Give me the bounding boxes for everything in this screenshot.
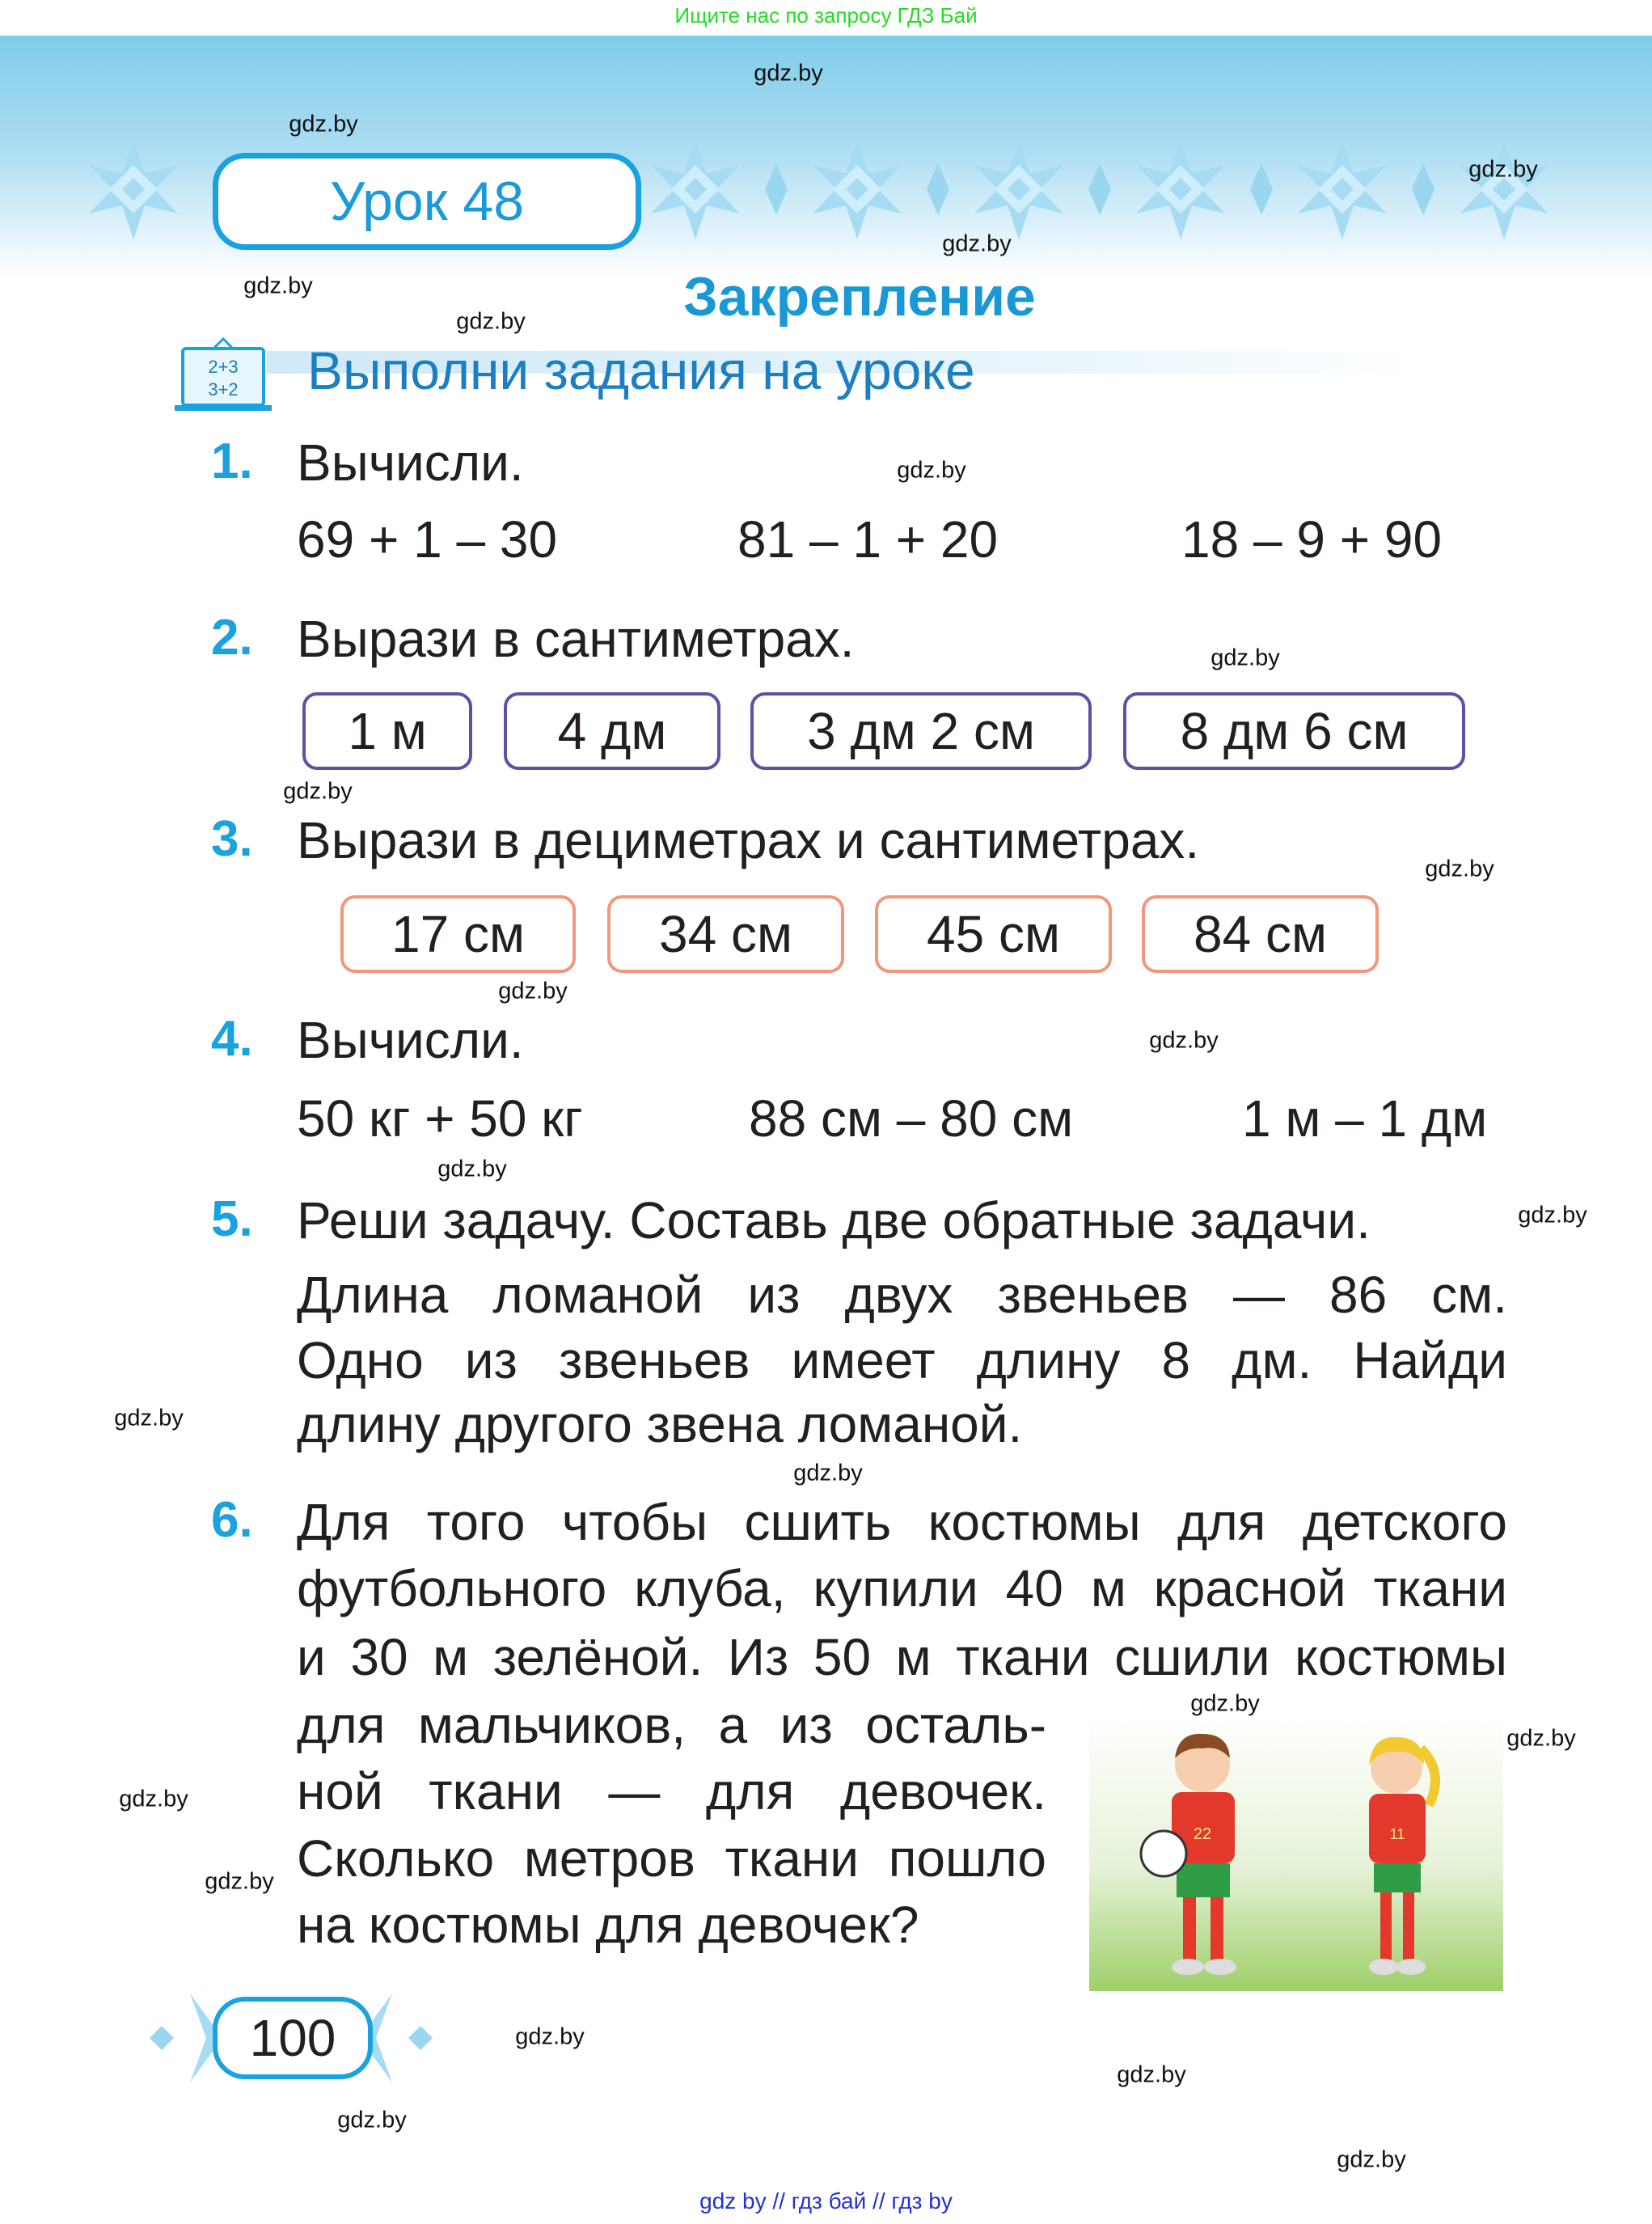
task-text: Вычисли.: [297, 433, 524, 492]
watermark: gdz.by: [456, 308, 526, 335]
section-subtitle: Выполни задания на уроке: [307, 340, 975, 400]
value-box: 1 м: [302, 692, 472, 770]
expression: 50 кг + 50 кг: [297, 1089, 583, 1148]
jersey-number: 22: [1193, 1825, 1212, 1843]
watermark: gdz.by: [289, 111, 358, 137]
expression: 69 + 1 – 30: [297, 510, 558, 569]
task-number: 1.: [211, 433, 253, 489]
problem-line: и 30 м зелёной. Из 50 м ткани сшили костюмы: [297, 1628, 1507, 1686]
expression: 18 – 9 + 90: [1181, 510, 1443, 569]
value-box: 45 см: [875, 895, 1112, 973]
lesson-badge: Урок 48: [213, 153, 641, 250]
watermark: gdz.by: [1506, 1725, 1576, 1752]
watermark: gdz.by: [515, 2023, 585, 2050]
watermark: gdz.by: [942, 230, 1012, 257]
task-text: Вырази в дециметрах и сантиметрах.: [297, 811, 1200, 869]
problem-line: длину другого звена ломаной.: [297, 1395, 1023, 1453]
watermark: gdz.by: [1117, 2061, 1186, 2088]
task-number: 2.: [211, 610, 253, 666]
problem-line: на костюмы для девочек?: [297, 1896, 919, 1954]
problem-line: футбольного клуба, купили 40 м красной ткани: [297, 1559, 1507, 1617]
value-box: 17 см: [340, 895, 576, 973]
watermark: gdz.by: [498, 978, 568, 1004]
task-number: 3.: [211, 811, 253, 867]
watermark: gdz.by: [283, 778, 353, 805]
task-text: Реши задачу. Составь две обратные задачи.: [297, 1191, 1371, 1249]
watermark: gdz.by: [1337, 2146, 1406, 2173]
expression: 88 см – 80 см: [749, 1089, 1074, 1148]
value-box: 8 дм 6 см: [1123, 692, 1465, 770]
watermark: gdz.by: [243, 273, 313, 299]
watermark: gdz.by: [897, 457, 966, 484]
board-line: 2+3: [208, 357, 239, 377]
task-number: 6.: [211, 1492, 253, 1548]
task-text: Вычисли.: [297, 1011, 524, 1069]
watermark: gdz.by: [119, 1786, 188, 1812]
watermark: gdz.by: [437, 1156, 507, 1182]
watermark: gdz.by: [1468, 156, 1538, 183]
expression: 81 – 1 + 20: [737, 510, 999, 569]
task-text: Вырази в сантиметрах.: [297, 610, 855, 668]
watermark: gdz.by: [1210, 645, 1280, 671]
page-number: 100: [213, 1997, 373, 2079]
watermark: gdz.by: [793, 1460, 863, 1486]
problem-line: для мальчиков, а из осталь-: [297, 1696, 1046, 1754]
footer-links[interactable]: gdz by // гдз бай // гдз by: [699, 2188, 953, 2213]
watermark: gdz.by: [1425, 856, 1494, 882]
task-number: 5.: [211, 1191, 253, 1247]
watermark: gdz.by: [1518, 1202, 1587, 1228]
watermark: gdz.by: [114, 1405, 184, 1431]
watermark: gdz.by: [205, 1868, 274, 1895]
expression: 1 м – 1 дм: [1242, 1089, 1488, 1148]
problem-line: Сколько метров ткани пошло: [297, 1829, 1046, 1888]
problem-line: Длина ломаной из двух звеньев — 86 см.: [297, 1266, 1507, 1324]
watermark: gdz.by: [1190, 1690, 1260, 1717]
value-box: 34 см: [607, 895, 844, 973]
watermark: gdz.by: [754, 60, 823, 87]
math-board-icon: [173, 337, 273, 412]
problem-line: Для того чтобы сшить костюмы для детского: [297, 1493, 1507, 1551]
watermark: gdz.by: [1149, 1027, 1219, 1054]
watermark: gdz.by: [337, 2107, 407, 2133]
problem-line: ной ткани — для девочек.: [297, 1762, 1046, 1820]
value-box: 84 см: [1142, 895, 1379, 973]
football-players-illustration: [1089, 1716, 1503, 1991]
board-line: 3+2: [208, 379, 239, 400]
jersey-number: 11: [1389, 1826, 1405, 1842]
value-box: 3 дм 2 см: [750, 692, 1092, 770]
problem-line: Одно из звеньев имеет длину 8 дм. Найди: [297, 1331, 1507, 1389]
page-title: Закрепление: [683, 266, 1036, 328]
task-number: 4.: [211, 1011, 253, 1067]
search-hint: Ищите нас по запросу ГДЗ Бай: [674, 3, 978, 27]
value-box: 4 дм: [504, 692, 720, 770]
